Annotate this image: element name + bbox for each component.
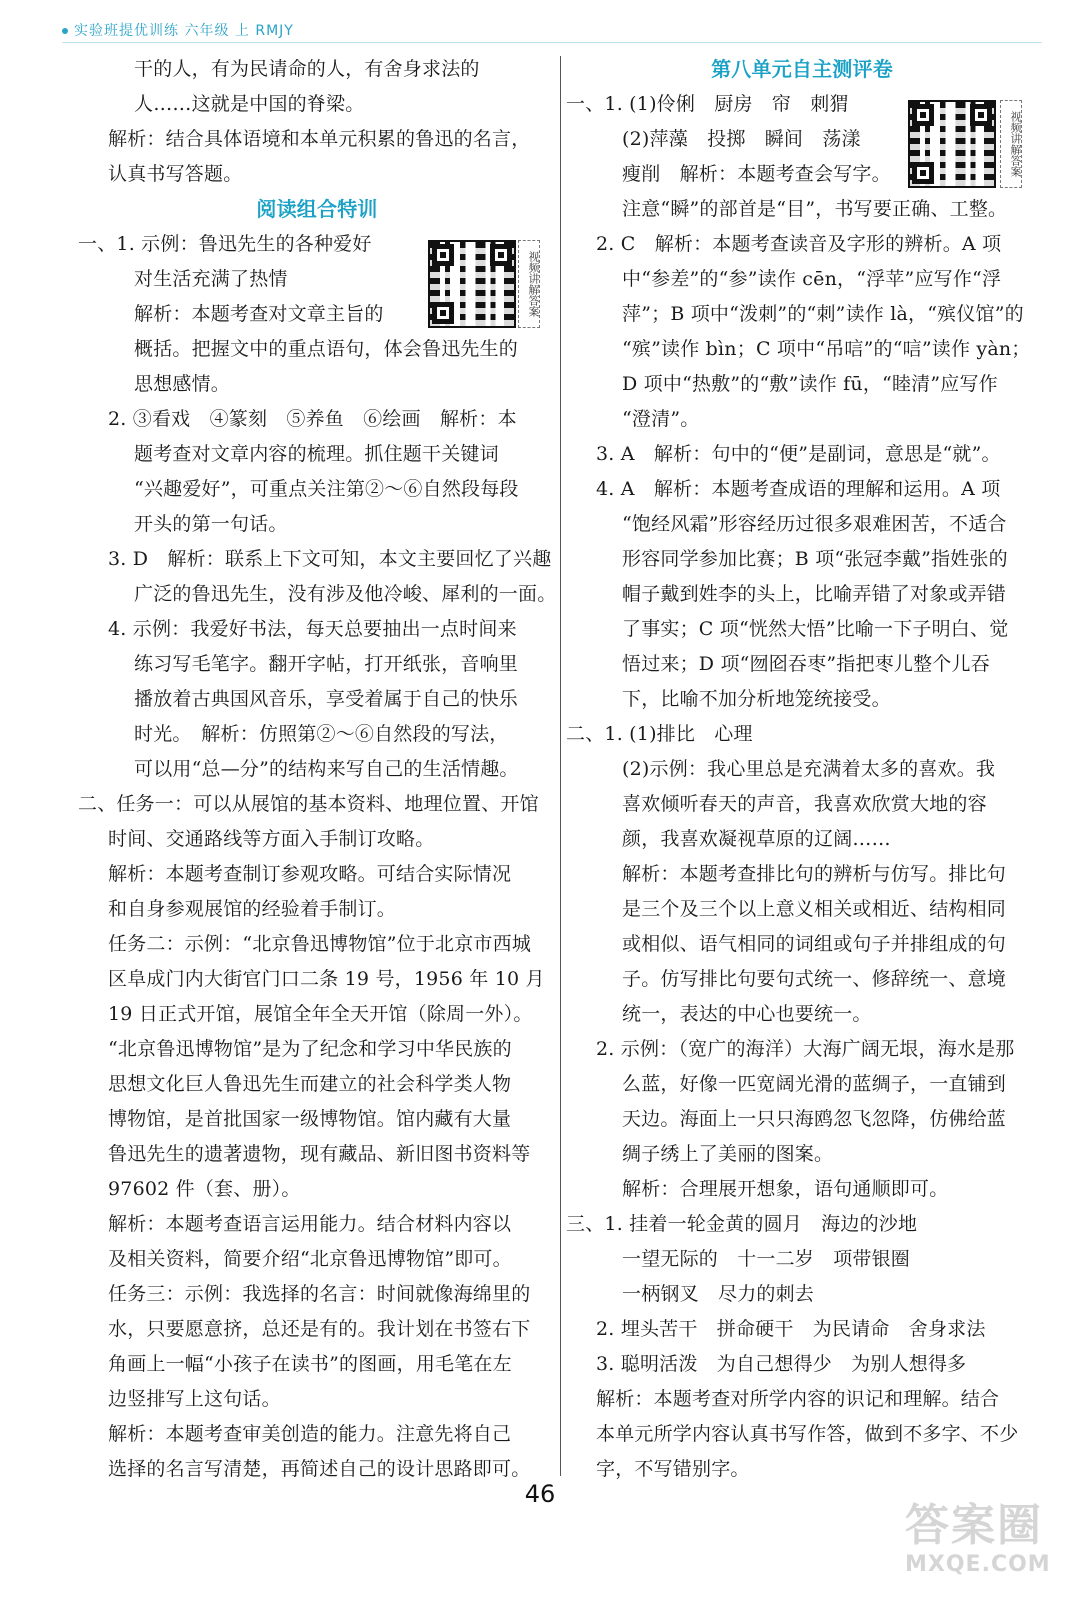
answer-text: 悟过来；D 项“囫囵吞枣”指把枣儿整个儿吞 bbox=[622, 653, 990, 675]
answer-text: 广泛的鲁迅先生，没有涉及他冷峻、犀利的一面。 bbox=[134, 583, 557, 605]
right-line-18 bbox=[566, 682, 1038, 717]
answer-text: 解析：本题考查语言运用能力。结合材料内容以 bbox=[108, 1213, 512, 1235]
left-line-0 bbox=[78, 52, 556, 87]
header-dot-icon bbox=[62, 28, 68, 34]
left-line-34 bbox=[78, 1242, 556, 1277]
left-line-28 bbox=[78, 1032, 556, 1067]
answer-text: 解析：结合具体语境和本单元积累的鲁迅的名言， bbox=[108, 128, 531, 150]
answer-text: 3. D 解析：联系上下文可知，本文主要回忆了兴趣 bbox=[108, 548, 552, 570]
answer-text: (2)萍藻 投掷 瞬间 荡漾 bbox=[622, 128, 861, 150]
answer-text: 二、任务一：可以从展馆的基本资料、地理位置、开馆 bbox=[78, 793, 539, 815]
right-line-31 bbox=[566, 1137, 1038, 1172]
left-line-37 bbox=[78, 1347, 556, 1382]
answer-text: 下，比喻不加分析地笼统接受。 bbox=[622, 688, 891, 710]
answer-text: 字，不写错别字。 bbox=[596, 1458, 750, 1480]
right-line-40 bbox=[566, 1452, 1038, 1487]
right-line-32 bbox=[566, 1172, 1038, 1207]
answer-text: 帽子戴到姓李的头上，比喻弄错了对象或弄错 bbox=[622, 583, 1007, 605]
left-line-25 bbox=[78, 927, 556, 962]
answer-text: 瘦削 解析：本题考查会写字。 bbox=[622, 163, 891, 185]
answer-text: 4. A 解析：本题考查成语的理解和运用。A 项 bbox=[596, 478, 1001, 500]
section-title: 阅读组合特训 bbox=[256, 197, 378, 221]
answer-text: 播放着古典国风音乐，享受着属于自己的快乐 bbox=[134, 688, 519, 710]
answer-text: 本单元所学内容认真书写作答，做到不多字、不少 bbox=[596, 1423, 1019, 1445]
left-line-29 bbox=[78, 1067, 556, 1102]
answer-text: 思想文化巨人鲁迅先生而建立的社会科学类人物 bbox=[108, 1073, 512, 1095]
right-line-15 bbox=[566, 577, 1038, 612]
right-line-37 bbox=[566, 1347, 1038, 1382]
right-line-23 bbox=[566, 857, 1038, 892]
answer-text: 博物馆，是首批国家一级博物馆。馆内藏有大量 bbox=[108, 1108, 512, 1130]
answer-text: 时光。 解析：仿照第②～⑥自然段的写法， bbox=[134, 723, 509, 745]
answer-text: 解析：本题考查排比句的辨析与仿写。排比句 bbox=[622, 863, 1007, 885]
answer-text: 及相关资料，简要介绍“北京鲁迅博物馆”即可。 bbox=[108, 1248, 512, 1270]
page-number: 46 bbox=[524, 1480, 556, 1508]
left-line-30 bbox=[78, 1102, 556, 1137]
left-line-24 bbox=[78, 892, 556, 927]
right-line-6 bbox=[566, 262, 1038, 297]
answer-text: 绸子绣上了美丽的图案。 bbox=[622, 1143, 834, 1165]
answer-text: 19 日正式开馆，展馆全年全天开馆（除周一外）。 bbox=[108, 1003, 533, 1025]
answer-text: 选择的名言写清楚，再简述自己的设计思路即可。 bbox=[108, 1458, 531, 1480]
left-line-27 bbox=[78, 997, 556, 1032]
right-line-36 bbox=[566, 1312, 1038, 1347]
right-line-20 bbox=[566, 752, 1038, 787]
right-line-5 bbox=[566, 227, 1038, 262]
answer-text: D 项中“热敷”的“敷”读作 fū，“睦清”应写作 bbox=[622, 373, 998, 395]
watermark-top: 答案圈 bbox=[905, 1500, 1043, 1551]
left-line-1 bbox=[78, 87, 556, 122]
answer-text: 练习写毛笔字。翻开字帖，打开纸张，音响里 bbox=[134, 653, 519, 675]
answer-text: 认真书写答题。 bbox=[108, 163, 243, 185]
right-line-17 bbox=[566, 647, 1038, 682]
answer-text: 2. ③看戏 ④篆刻 ⑤养鱼 ⑥绘画 解析：本 bbox=[108, 408, 517, 430]
answer-text: 3. A 解析：句中的“便”是副词，意思是“就”。 bbox=[596, 443, 1001, 465]
left-line-38 bbox=[78, 1382, 556, 1417]
right-line-22 bbox=[566, 822, 1038, 857]
left-line-19 bbox=[78, 717, 556, 752]
answer-text: 人……这就是中国的脊梁。 bbox=[134, 93, 365, 115]
left-line-18 bbox=[78, 682, 556, 717]
answer-text: (2)示例：我心里总是充满着太多的喜欢。我 bbox=[622, 758, 996, 780]
column-divider bbox=[560, 56, 561, 1476]
left-line-12 bbox=[78, 472, 556, 507]
right-qr-code bbox=[908, 100, 996, 188]
left-line-36 bbox=[78, 1312, 556, 1347]
right-line-29 bbox=[566, 1067, 1038, 1102]
answer-text: 思想感情。 bbox=[134, 373, 231, 395]
right-line-30 bbox=[566, 1102, 1038, 1137]
right-line-16 bbox=[566, 612, 1038, 647]
left-line-15 bbox=[78, 577, 556, 612]
answer-text: 解析：本题考查制订参观攻略。可结合实际情况 bbox=[108, 863, 512, 885]
left-line-4 bbox=[78, 192, 556, 227]
left-line-26 bbox=[78, 962, 556, 997]
right-line-0 bbox=[566, 52, 1038, 87]
left-line-8 bbox=[78, 332, 556, 367]
right-line-10 bbox=[566, 402, 1038, 437]
left-line-20 bbox=[78, 752, 556, 787]
answer-text: 是三个及三个以上意义相关或相近、结构相同 bbox=[622, 898, 1007, 920]
left-line-9 bbox=[78, 367, 556, 402]
right-line-27 bbox=[566, 997, 1038, 1032]
answer-text: “澄清”。 bbox=[622, 408, 700, 430]
answer-text: 一柄钢叉 尽力的刺去 bbox=[622, 1283, 815, 1305]
left-line-31 bbox=[78, 1137, 556, 1172]
right-line-19 bbox=[566, 717, 1038, 752]
right-line-4 bbox=[566, 192, 1038, 227]
left-line-32 bbox=[78, 1172, 556, 1207]
right-line-12 bbox=[566, 472, 1038, 507]
answer-text: 概括。把握文中的重点语句，体会鲁迅先生的 bbox=[134, 338, 519, 360]
right-line-25 bbox=[566, 927, 1038, 962]
header-rule bbox=[62, 42, 1042, 43]
answer-text: 开头的第一句话。 bbox=[134, 513, 288, 535]
right-line-11 bbox=[566, 437, 1038, 472]
header-text: 实验班提优训练 六年级 上 RMJY bbox=[74, 23, 294, 39]
answer-text: 了事实；C 项“恍然大悟”比喻一下子明白、觉 bbox=[622, 618, 1009, 640]
left-line-35 bbox=[78, 1277, 556, 1312]
right-line-26 bbox=[566, 962, 1038, 997]
right-line-24 bbox=[566, 892, 1038, 927]
answer-text: 统一，表达的中心也要统一。 bbox=[622, 1003, 872, 1025]
answer-text: 萍”；B 项中“泼刺”的“刺”读作 là，“殡仪馆”的 bbox=[622, 303, 1024, 325]
answer-text: 97602 件（套、册）。 bbox=[108, 1178, 301, 1200]
answer-text: 干的人，有为民请命的人，有舍身求法的 bbox=[134, 58, 480, 80]
answer-text: 或相似、语气相同的词组或句子并排组成的句 bbox=[622, 933, 1007, 955]
answer-text: 2. 示例：（宽广的海洋）大海广阔无垠，海水是那 bbox=[596, 1038, 1015, 1060]
answer-text: 喜欢倾听春天的声音，我喜欢欣赏大地的容 bbox=[622, 793, 987, 815]
answer-text: “饱经风霜”形容经历过很多艰难困苦，不适合 bbox=[622, 513, 1007, 535]
left-qr-code bbox=[428, 240, 516, 328]
answer-text: 可以用“总—分”的结构来写自己的生活情趣。 bbox=[134, 758, 519, 780]
running-header bbox=[62, 20, 322, 42]
right-line-35 bbox=[566, 1277, 1038, 1312]
left-line-13 bbox=[78, 507, 556, 542]
right-column bbox=[566, 52, 1038, 1487]
answer-text: 解析：本题考查对所学内容的识记和理解。结合 bbox=[596, 1388, 1000, 1410]
answer-text: 任务三：示例：我选择的名言：时间就像海绵里的 bbox=[108, 1283, 531, 1305]
left-line-39 bbox=[78, 1417, 556, 1452]
answer-text: “兴趣爱好”，可重点关注第②～⑥自然段每段 bbox=[134, 478, 519, 500]
left-line-10 bbox=[78, 402, 556, 437]
answer-text: 一、1. (1)伶俐 厨房 帘 刺猬 bbox=[566, 93, 849, 115]
answer-text: “殡”读作 bìn；C 项中“吊唁”的“唁”读作 yàn； bbox=[622, 338, 1031, 360]
answer-text: 任务二：示例：“北京鲁迅博物馆”位于北京市西城 bbox=[108, 933, 532, 955]
left-qr-label: 视频讲解答案 bbox=[518, 240, 540, 328]
answer-text: 解析：合理展开想象，语句通顺即可。 bbox=[622, 1178, 949, 1200]
answer-text: 水，只要愿意挤，总还是有的。我计划在书签右下 bbox=[108, 1318, 531, 1340]
answer-text: 4. 示例：我爱好书法，每天总要抽出一点时间来 bbox=[108, 618, 517, 640]
answer-text: 题考查对文章内容的梳理。抓住题干关键词 bbox=[134, 443, 499, 465]
right-line-8 bbox=[566, 332, 1038, 367]
answer-text: 解析：本题考查审美创造的能力。注意先将自己 bbox=[108, 1423, 512, 1445]
answer-text: 一、1. 示例：鲁迅先生的各种爱好 bbox=[78, 233, 372, 255]
right-line-7 bbox=[566, 297, 1038, 332]
right-line-33 bbox=[566, 1207, 1038, 1242]
section-title: 第八单元自主测评卷 bbox=[711, 57, 893, 81]
answer-text: 注意“瞬”的部首是“目”，书写要正确、工整。 bbox=[622, 198, 1008, 220]
right-line-13 bbox=[566, 507, 1038, 542]
right-line-28 bbox=[566, 1032, 1038, 1067]
answer-text: 对生活充满了热情 bbox=[134, 268, 288, 290]
right-qr-label: 视频讲解答案 bbox=[1000, 100, 1022, 188]
answer-text: 么蓝，好像一匹宽阔光滑的蓝绸子，一直铺到 bbox=[622, 1073, 1007, 1095]
answer-text: 2. C 解析：本题考查读音及字形的辨析。A 项 bbox=[596, 233, 1002, 255]
answer-text: 中“参差”的“参”读作 cēn，“浮苹”应写作“浮 bbox=[622, 268, 1002, 290]
answer-text: 边竖排写上这句话。 bbox=[108, 1388, 281, 1410]
answer-text: 三、1. 挂着一轮金黄的圆月 海边的沙地 bbox=[566, 1213, 918, 1235]
answer-text: 3. 聪明活泼 为自己想得少 为别人想得多 bbox=[596, 1353, 967, 1375]
left-line-16 bbox=[78, 612, 556, 647]
answer-text: 鲁迅先生的遗著遗物，现有藏品、新旧图书资料等 bbox=[108, 1143, 531, 1165]
left-line-17 bbox=[78, 647, 556, 682]
left-line-40 bbox=[78, 1452, 556, 1487]
answer-text: 时间、交通路线等方面入手制订攻略。 bbox=[108, 828, 435, 850]
right-line-39 bbox=[566, 1417, 1038, 1452]
left-line-3 bbox=[78, 157, 556, 192]
answer-text: 天边。海面上一只只海鸥忽飞忽降，仿佛给蓝 bbox=[622, 1108, 1007, 1130]
left-line-2 bbox=[78, 122, 556, 157]
left-line-14 bbox=[78, 542, 556, 577]
answer-text: 颜，我喜欢凝视草原的辽阔…… bbox=[622, 828, 891, 850]
answer-text: 2. 埋头苦干 拼命硬干 为民请命 舍身求法 bbox=[596, 1318, 986, 1340]
right-line-38 bbox=[566, 1382, 1038, 1417]
answer-text: “北京鲁迅博物馆”是为了纪念和学习中华民族的 bbox=[108, 1038, 512, 1060]
left-line-33 bbox=[78, 1207, 556, 1242]
watermark bbox=[905, 1500, 1055, 1590]
left-line-11 bbox=[78, 437, 556, 472]
answer-text: 区阜成门内大街官门口二条 19 号，1956 年 10 月 bbox=[108, 968, 545, 990]
answer-text: 和自身参观展馆的经验着手制订。 bbox=[108, 898, 397, 920]
answer-text: 解析：本题考查对文章主旨的 bbox=[134, 303, 384, 325]
left-line-21 bbox=[78, 787, 556, 822]
right-line-14 bbox=[566, 542, 1038, 577]
left-line-23 bbox=[78, 857, 556, 892]
right-line-34 bbox=[566, 1242, 1038, 1277]
watermark-bottom: MXQE.COM bbox=[905, 1552, 1051, 1577]
right-line-21 bbox=[566, 787, 1038, 822]
left-line-22 bbox=[78, 822, 556, 857]
answer-text: 角画上一幅“小孩子在读书”的图画，用毛笔在左 bbox=[108, 1353, 512, 1375]
answer-text: 形容同学参加比赛；B 项“张冠李戴”指姓张的 bbox=[622, 548, 1008, 570]
answer-text: 二、1. (1)排比 心理 bbox=[566, 723, 753, 745]
answer-text: 一望无际的 十一二岁 项带银圈 bbox=[622, 1248, 911, 1270]
answer-text: 子。仿写排比句要句式统一、修辞统一、意境 bbox=[622, 968, 1007, 990]
right-line-9 bbox=[566, 367, 1038, 402]
